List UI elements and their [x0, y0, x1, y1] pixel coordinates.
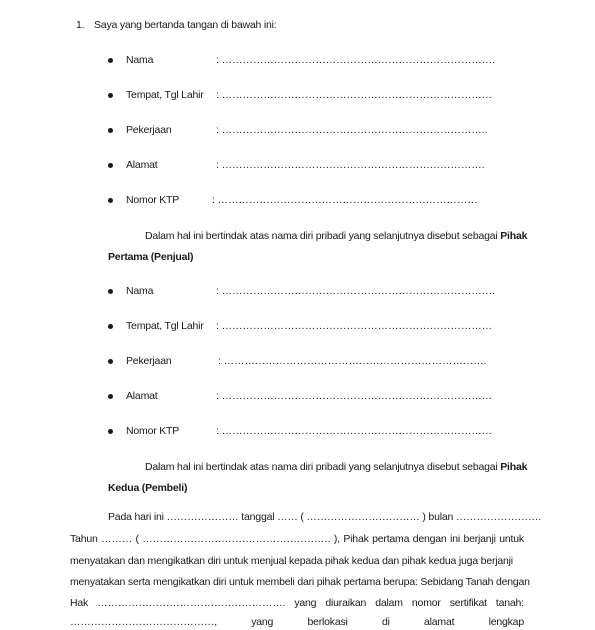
field-value: : …………………………………………………………………. [218, 355, 487, 367]
word: diuraikan [325, 597, 367, 609]
field-value: : …………………………………………………………………… [216, 425, 493, 437]
word: ( [135, 533, 139, 545]
field-value: : …………………………………………………………………… [216, 320, 493, 332]
field-value: : ……………………………………………………………………. [216, 285, 495, 297]
word: Tahun [70, 533, 98, 545]
numbered-item-1 [76, 19, 277, 31]
bullet-icon [108, 93, 113, 98]
field-label: Nama [126, 285, 154, 297]
bullet-icon [108, 58, 113, 63]
body-line-6 [70, 616, 524, 628]
field-value: : …………………………………………………………………… [216, 89, 493, 101]
word: ………………………………………………. [142, 533, 331, 545]
word: dengan [412, 533, 447, 545]
bullet-icon [108, 198, 113, 203]
word: pertama [372, 533, 410, 545]
word: nomor [411, 597, 441, 609]
role-label: Pihak [500, 230, 528, 242]
word: tanah: [495, 597, 524, 609]
word: sertifikat [449, 597, 487, 609]
word: berlokasi [307, 616, 348, 628]
party1-role: Pertama (Penjual) [108, 251, 194, 263]
word: ini [450, 533, 460, 545]
word: yang [251, 616, 274, 628]
field-label: Alamat [126, 159, 158, 171]
field-value: : ………………………………………………………………….. [216, 124, 488, 136]
party1-statement [108, 230, 528, 242]
field-value: : ………………………………………………………………… [212, 194, 478, 206]
word: ……… [101, 533, 132, 545]
statement-text: Dalam hal ini bertindak atas nama diri pribadi yang selanjutnya disebut sebagai [145, 461, 498, 473]
field-value: : …………………………………………………………………. [216, 159, 485, 171]
word: yang [294, 597, 317, 609]
word: alamat [423, 616, 455, 628]
field-value: : ……………………………………………………………………. [216, 54, 495, 66]
word: ……………………………………, [70, 616, 217, 628]
field-label: Tempat, Tgl Lahir [126, 320, 204, 332]
bullet-icon [108, 394, 113, 399]
item-number: 1. [76, 19, 85, 31]
intro-text: Saya yang bertanda tangan di bawah ini: [94, 19, 277, 31]
body-line-2 [70, 533, 524, 545]
body-line-4: menyatakan serta mengikatkan diri untuk membeli dari pihak pertama berupa: Sebidang Tanah dengan [70, 576, 530, 588]
field-label: Tempat, Tgl Lahir [126, 89, 204, 101]
word: ………………………………………………. [97, 597, 286, 609]
field-label: Nomor KTP [126, 194, 180, 206]
word: dalam [375, 597, 403, 609]
bullet-icon [108, 429, 113, 434]
body-line-3: menyatakan dan mengikatkan diri untuk menjual kepada pihak kedua dan pihak kedua juga berjanji [70, 555, 513, 567]
field-label: Alamat [126, 390, 158, 402]
field-value: : …………………………………………………………………… [216, 390, 493, 402]
body-line-1: Pada hari ini ………………… tanggal …… ( …………………………… ) bulan ……………………. [108, 511, 541, 523]
word: lengkap [488, 616, 524, 628]
word: untuk [499, 533, 524, 545]
party2-statement [108, 461, 528, 473]
word: di [381, 616, 390, 628]
body-line-5 [70, 597, 524, 609]
bullet-icon [108, 324, 113, 329]
statement-text: Dalam hal ini bertindak atas nama diri pribadi yang selanjutnya disebut sebagai [145, 230, 498, 242]
word: Pihak [343, 533, 369, 545]
word: berjanji [463, 533, 496, 545]
bullet-icon [108, 289, 113, 294]
field-label: Nomor KTP [126, 425, 180, 437]
role-label: Pihak [500, 461, 528, 473]
field-label: Pekerjaan [126, 355, 172, 367]
field-label: Pekerjaan [126, 124, 172, 136]
bullet-icon [108, 128, 113, 133]
word: ), [333, 533, 340, 545]
bullet-icon [108, 163, 113, 168]
bullet-icon [108, 359, 113, 364]
party2-role: Kedua (Pembeli) [108, 482, 188, 494]
field-label: Nama [126, 54, 154, 66]
word: Hak [70, 597, 89, 609]
